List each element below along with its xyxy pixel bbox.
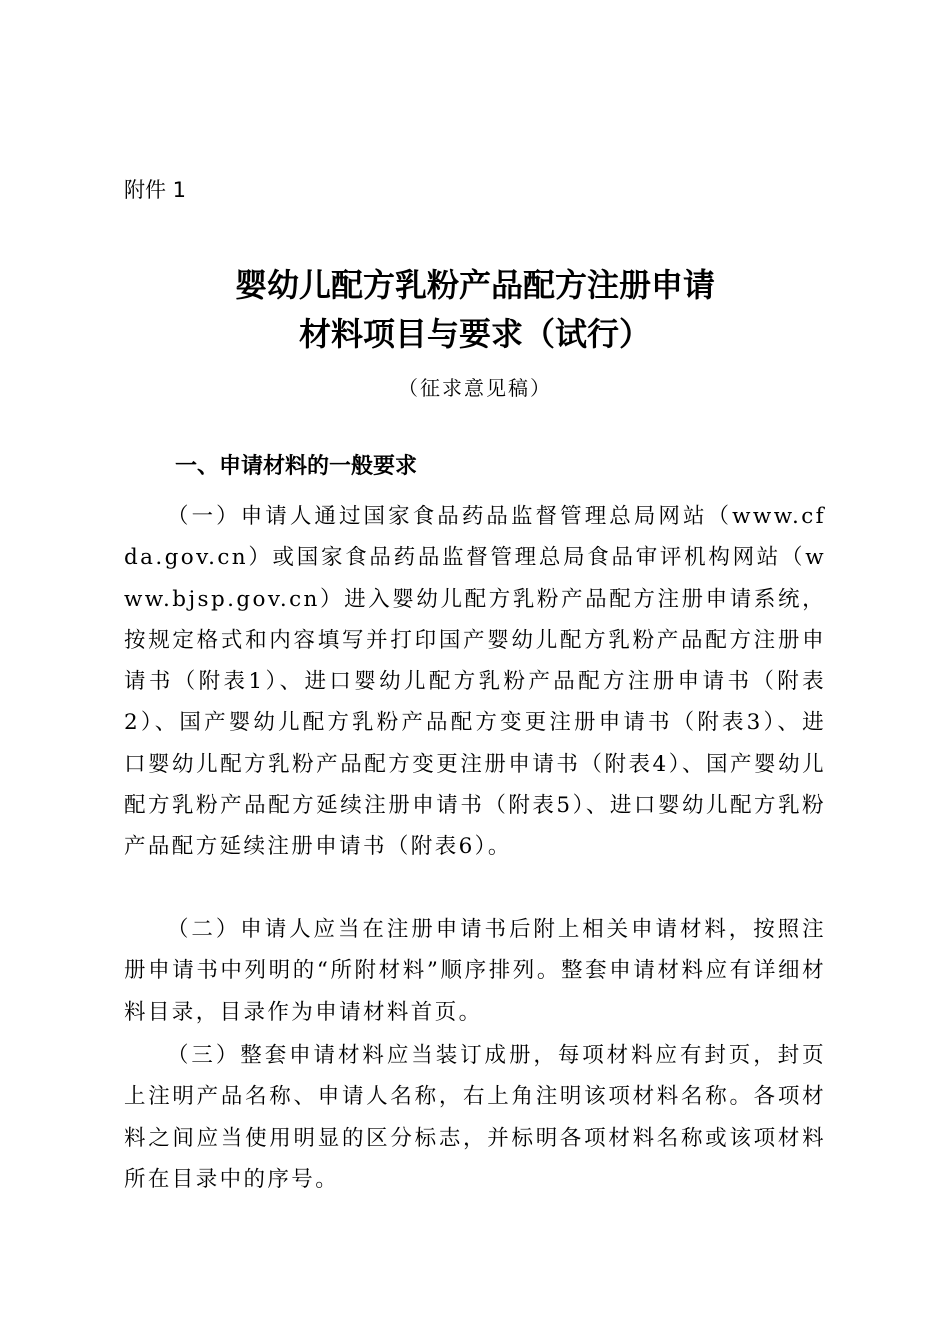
attachment-label: 附件 1 <box>124 178 187 202</box>
paragraph-3: （三）整套申请材料应当装订成册，每项材料应有封页，封页上注明产品名称、申请人名称，右上角注明该项材料名称。各项材料之间应当使用明显的区分标志，并标明各项材料名称或该项材料所在目录中的序号。 <box>124 1043 826 1192</box>
paragraph-1: （一）申请人通过国家食品药品监督管理总局网站（www.cfda.gov.cn）或国家食品药品监督管理总局食品审评机构网站（www.bjsp.gov.cn）进入婴幼儿配方乳粉产品配方注册申请系统，按规定格式和内容填写并打印国产婴幼儿配方乳粉产品配方注册申请书（附表1）、进口婴幼儿配方乳粉产品配方注册申请书（附表2）、国产婴幼儿配方乳粉产品配方变更注册申请书（附表3）、进口婴幼儿配方乳粉产品配方变更注册申请书（附表4）、国产婴幼儿配方乳粉产品配方延续注册申请书（附表5）、进口婴幼儿配方乳粉产品配方延续注册申请书（附表6）。 <box>124 504 826 860</box>
document-title-line2: 材料项目与要求（试行） <box>298 315 651 353</box>
document-title-line1: 婴幼儿配方乳粉产品配方注册申请 <box>234 266 715 304</box>
document-subtitle: （征求意见稿） <box>398 376 552 400</box>
section-heading: 一、申请材料的一般要求 <box>175 454 418 479</box>
paragraph-2: （二）申请人应当在注册申请书后附上相关申请材料，按照注册申请书中列明的“所附材料”顺序排列。整套申请材料应有详细材料目录，目录作为申请材料首页。 <box>124 917 826 1025</box>
